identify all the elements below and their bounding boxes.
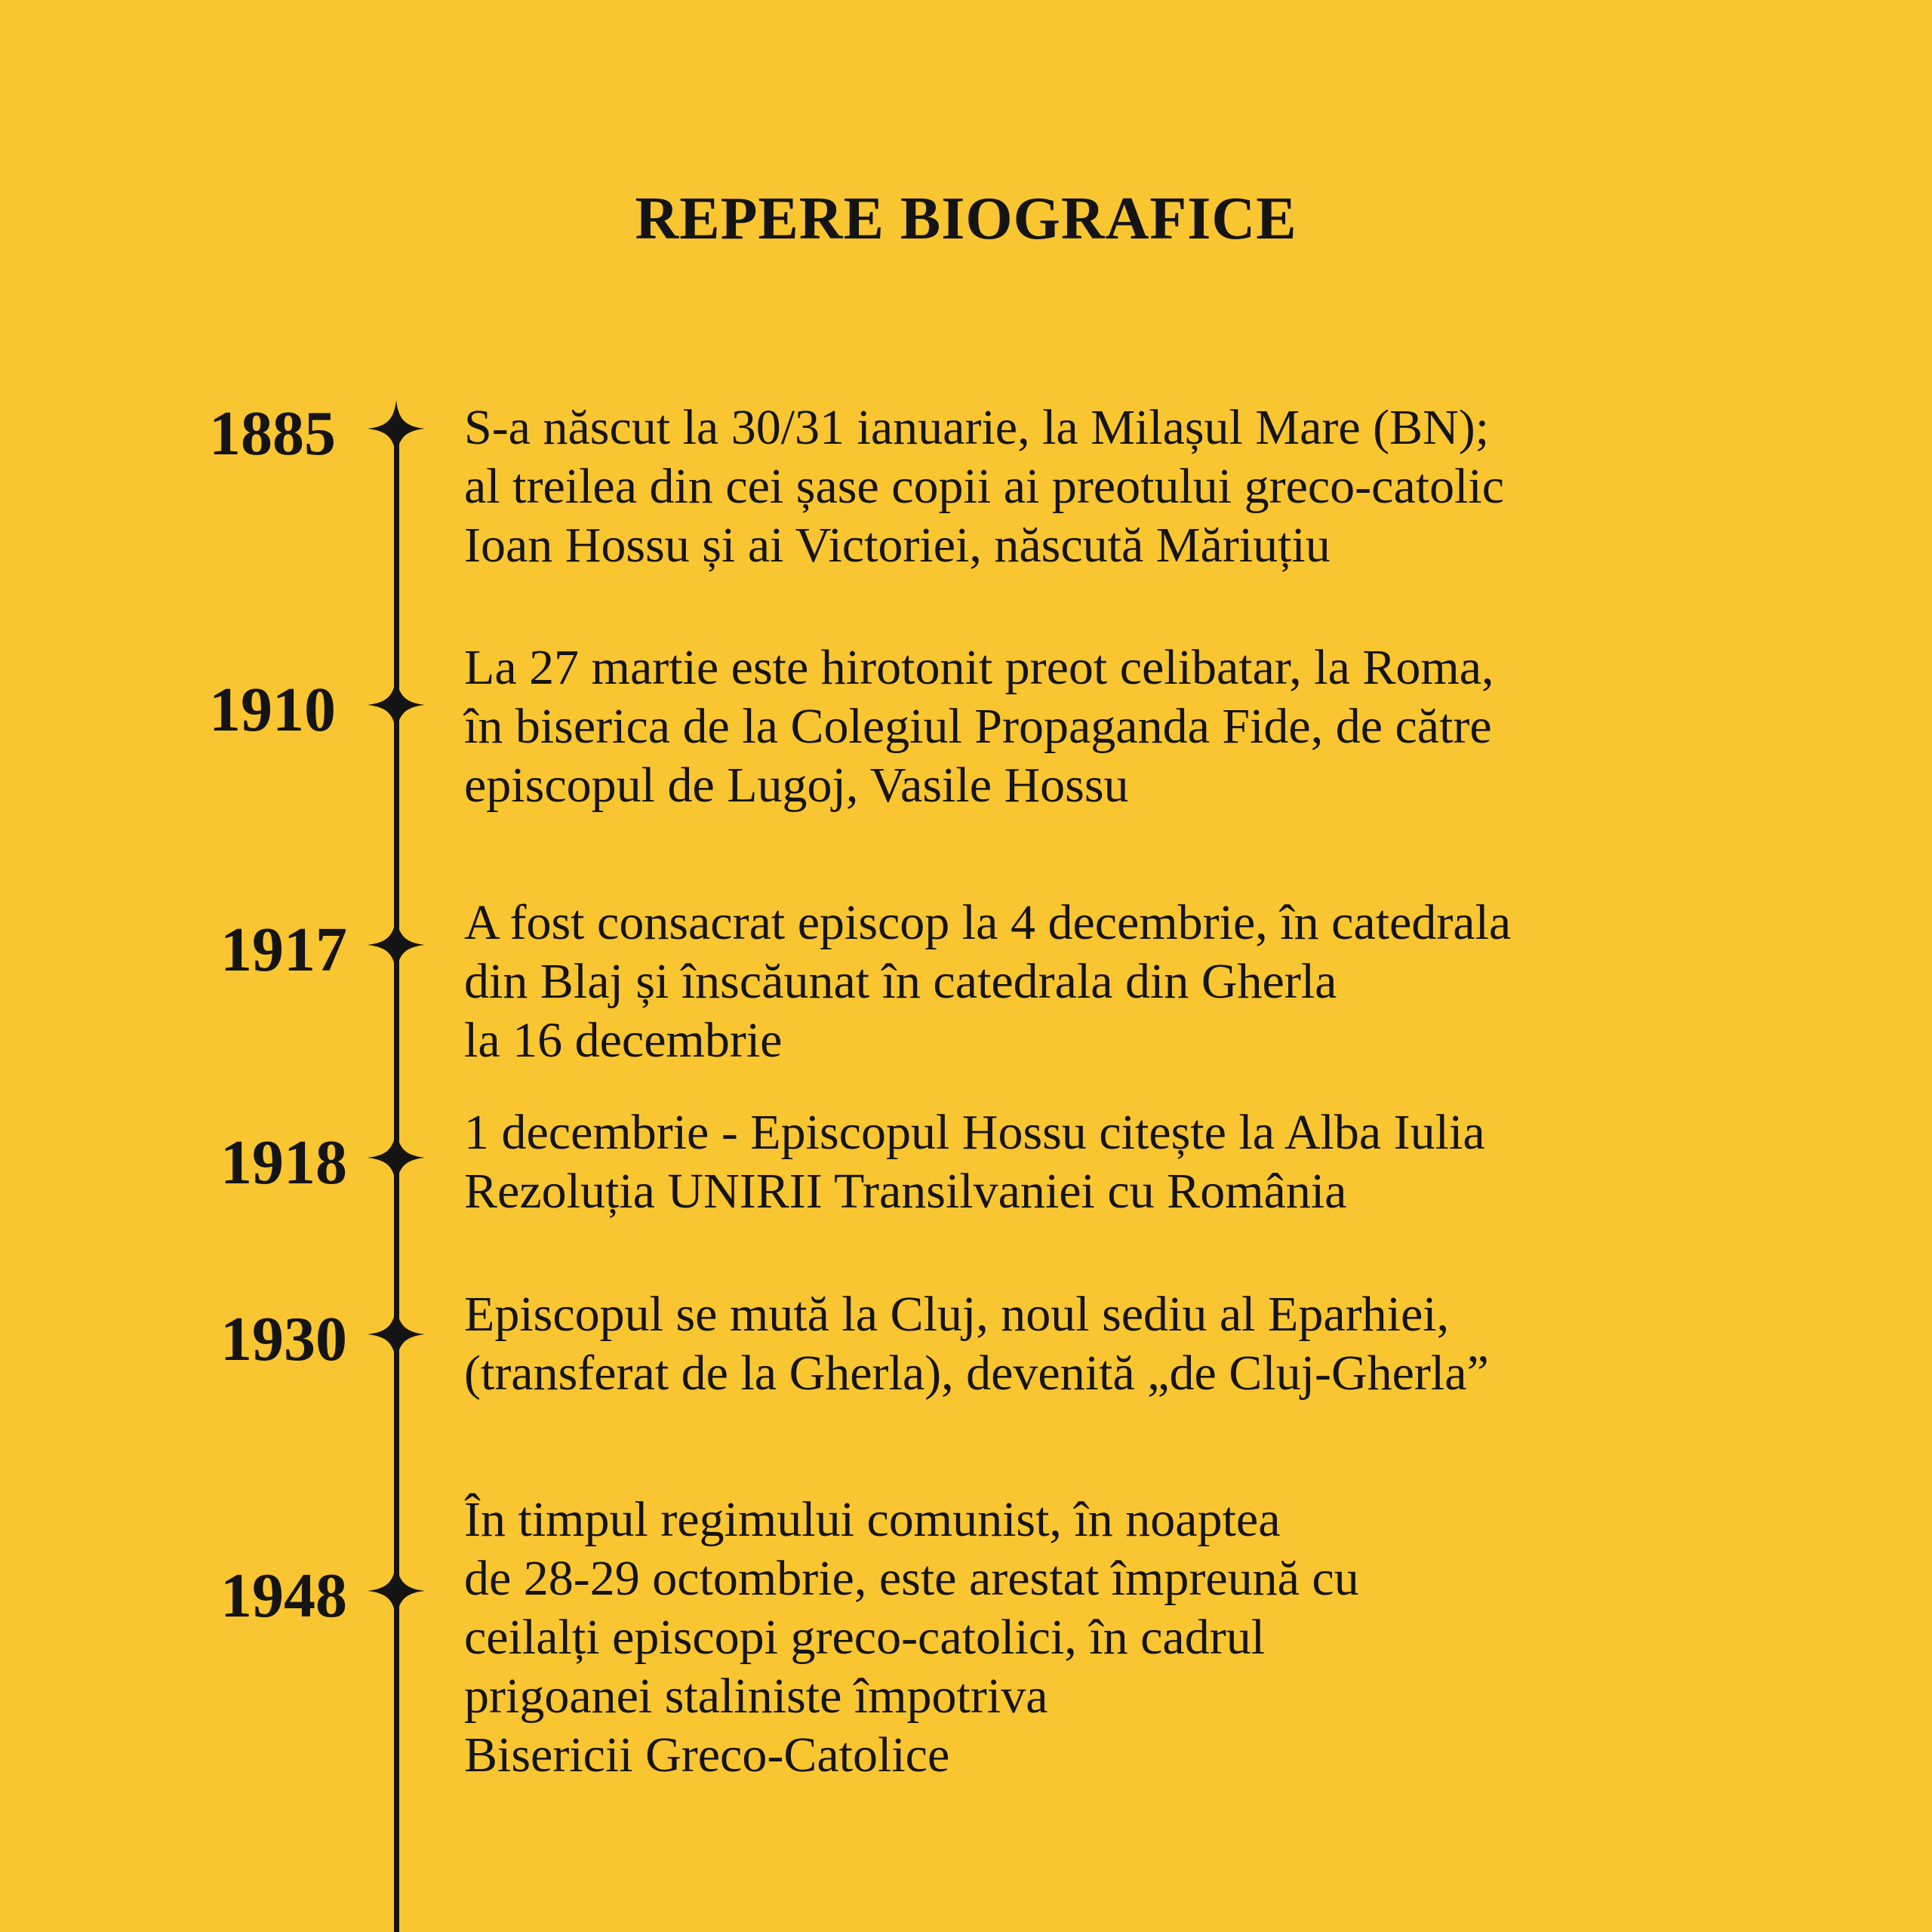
timeline-description-line: ceilalți episcopi greco-catolici, în cadrul — [464, 1610, 1266, 1665]
timeline-description-line: de 28-29 octombrie, este arestat împreună cu — [464, 1551, 1359, 1606]
timeline-description — [464, 894, 1792, 1070]
timeline-description-line: Bisericii Greco-Catolice — [464, 1727, 950, 1783]
timeline-description-line: (transferat de la Gherla), devenită „de Cluj-Gherla” — [464, 1346, 1489, 1401]
timeline-description-line: S-a născut la 30/31 ianuarie, la Milașul Mare (BN); — [464, 400, 1490, 455]
timeline-description-line: A fost consacrat episcop la 4 decembrie, în catedrala — [464, 895, 1512, 950]
timeline-description-line: episcopul de Lugoj, Vasile Hossu — [464, 758, 1129, 813]
timeline-year: 1910 — [209, 675, 336, 745]
timeline-star-icon — [366, 398, 426, 459]
timeline-description-line: din Blaj și înscăunat în catedrala din Gherla — [464, 954, 1337, 1009]
timeline-star-icon — [366, 675, 426, 735]
timeline-description-line: La 27 martie este hirotonit preot celibatar, la Roma, — [464, 640, 1494, 695]
timeline-description — [464, 1285, 1792, 1403]
timeline-year: 1917 — [220, 915, 347, 985]
timeline-star-icon — [366, 915, 426, 975]
timeline-description-line: al treilea din cei șase copii ai preotului greco-catolic — [464, 459, 1505, 514]
timeline-description — [464, 638, 1792, 815]
timeline-description — [464, 398, 1792, 575]
timeline-star-icon — [366, 1561, 426, 1621]
timeline-description-line: la 16 decembrie — [464, 1013, 783, 1068]
timeline-year: 1918 — [220, 1128, 347, 1198]
timeline-description-line: în biserica de la Colegiul Propaganda Fide, de către — [464, 699, 1492, 754]
timeline-description-line: Episcopul se mută la Cluj, noul sediu al Eparhiei, — [464, 1287, 1450, 1342]
timeline-description-line: prigoanei staliniste împotriva — [464, 1669, 1048, 1724]
timeline-star-icon — [366, 1304, 426, 1364]
timeline-star-icon — [366, 1128, 426, 1188]
timeline-description — [464, 1103, 1792, 1221]
page-title: REPERE BIOGRAFICE — [635, 186, 1297, 252]
timeline-year: 1948 — [220, 1561, 347, 1631]
timeline-description-line: Rezoluția UNIRII Transilvaniei cu România — [464, 1164, 1347, 1219]
timeline-description-line: Ioan Hossu și ai Victoriei, născută Măriuțiu — [464, 518, 1331, 573]
timeline-year: 1885 — [209, 398, 336, 469]
timeline-description-line: În timpul regimului comunist, în noaptea — [464, 1492, 1281, 1547]
timeline-description — [464, 1491, 1792, 1785]
timeline-description-line: 1 decembrie - Episcopul Hossu citește la Alba Iulia — [464, 1105, 1485, 1160]
timeline-year: 1930 — [220, 1304, 347, 1374]
